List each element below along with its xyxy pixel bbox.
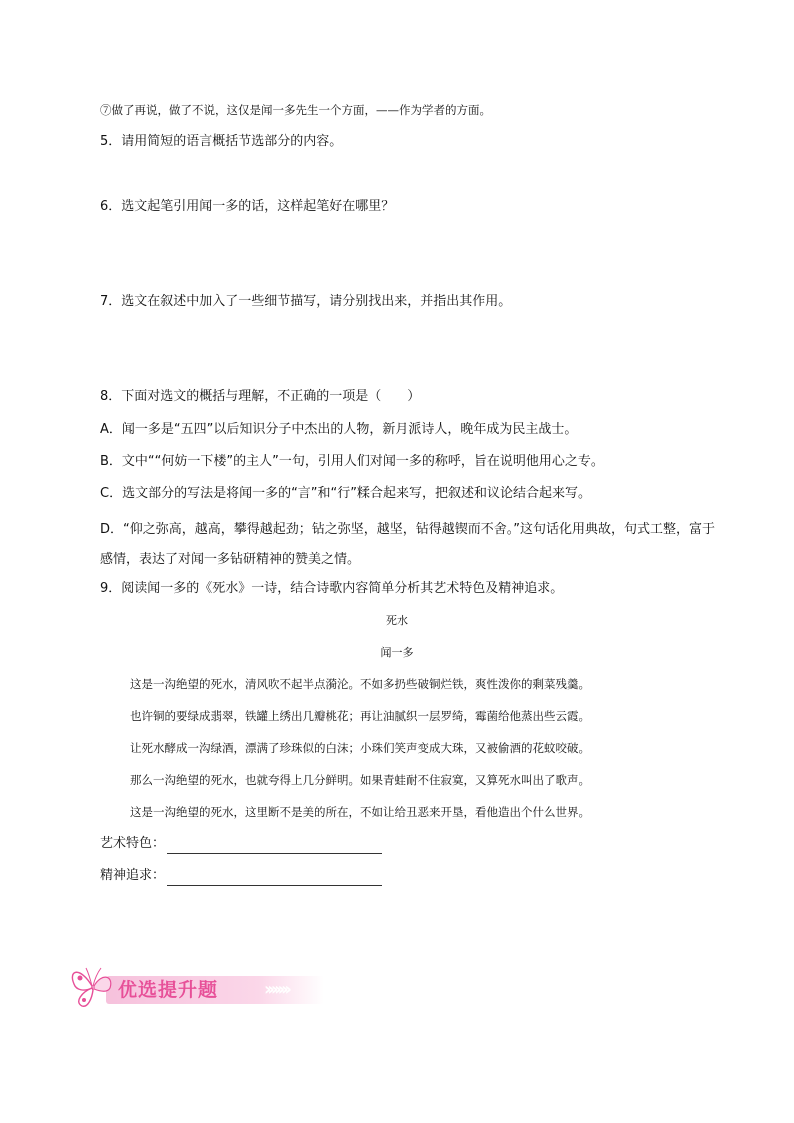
item-7-text: ⑦做了再说，做了不说，这仅是闻一多先生一个方面，——作为学者的方面。 — [100, 103, 491, 117]
question-9: 9．阅读闻一多的《死水》一诗，结合诗歌内容简单分析其艺术特色及精神追求。 — [100, 581, 564, 596]
question-8-option-a: A．闻一多是“五四”以后知识分子中杰出的人物，新月派诗人，晚年成为民主战士。 — [100, 422, 578, 437]
spirit-label: 精神追求： — [100, 868, 166, 883]
art-feature-label: 艺术特色： — [100, 836, 166, 851]
question-8: 8．下面对选文的概括与理解，不正确的一项是（ ） — [100, 389, 421, 404]
question-8-option-b: B．文中““何妨一下楼”的主人”一句，引用人们对闻一多的称呼，旨在说明他用心之专。 — [100, 454, 604, 469]
art-feature-blank[interactable] — [167, 839, 382, 854]
question-7: 7．选文在叙述中加入了一些细节描写，请分别找出来，并指出其作用。 — [100, 294, 512, 309]
poem-line: 那么一沟绝望的死水，也就夸得上几分鲜明。如果青蛙耐不住寂寞，又算死水叫出了歌声。 — [130, 773, 590, 787]
spirit-blank[interactable] — [167, 871, 382, 886]
question-8-option-c: C．选文部分的写法是将闻一多的“言”和“行”糅合起来写，把叙述和议论结合起来写。 — [100, 486, 592, 501]
poem-title: 死水 — [386, 614, 408, 627]
banner-title: 优选提升题 — [118, 979, 219, 1001]
poem-line: 这是一沟绝望的死水，这里断不是美的所在，不如让给丑恶来开垦，看他造出个什么世界。 — [130, 805, 590, 819]
art-feature-answer-row — [100, 834, 382, 854]
poem-line: 这是一沟绝望的死水，清风吹不起半点漪沦。不如多扔些破铜烂铁，爽性泼你的剩菜残羹。 — [130, 677, 590, 691]
section-banner — [68, 962, 328, 1008]
poem-line: 让死水酵成一沟绿酒，漂满了珍珠似的白沫；小珠们笑声变成大珠，又被偷酒的花蚊咬破。 — [130, 741, 590, 755]
chevron-decoration-icon: ››››››› — [264, 979, 288, 1000]
butterfly-icon — [68, 962, 116, 1008]
question-6: 6．选文起笔引用闻一多的话，这样起笔好在哪里？ — [100, 199, 395, 214]
poem-author: 闻一多 — [380, 646, 414, 659]
poem-line: 也许铜的要绿成翡翠，铁罐上绣出几瓣桃花；再让油腻织一层罗绮，霉菌给他蒸出些云霞。 — [130, 709, 590, 723]
question-8-option-d: D．“仰之弥高，越高，攀得越起劲；钻之弥坚，越坚，钻得越锲而不舍。”这句话化用典故，句式工整，富于感情，表达了对闻一多钻研精神的赞美之情。 — [100, 522, 715, 567]
question-5: 5．请用简短的语言概括节选部分的内容。 — [100, 134, 343, 149]
spirit-answer-row — [100, 866, 382, 886]
